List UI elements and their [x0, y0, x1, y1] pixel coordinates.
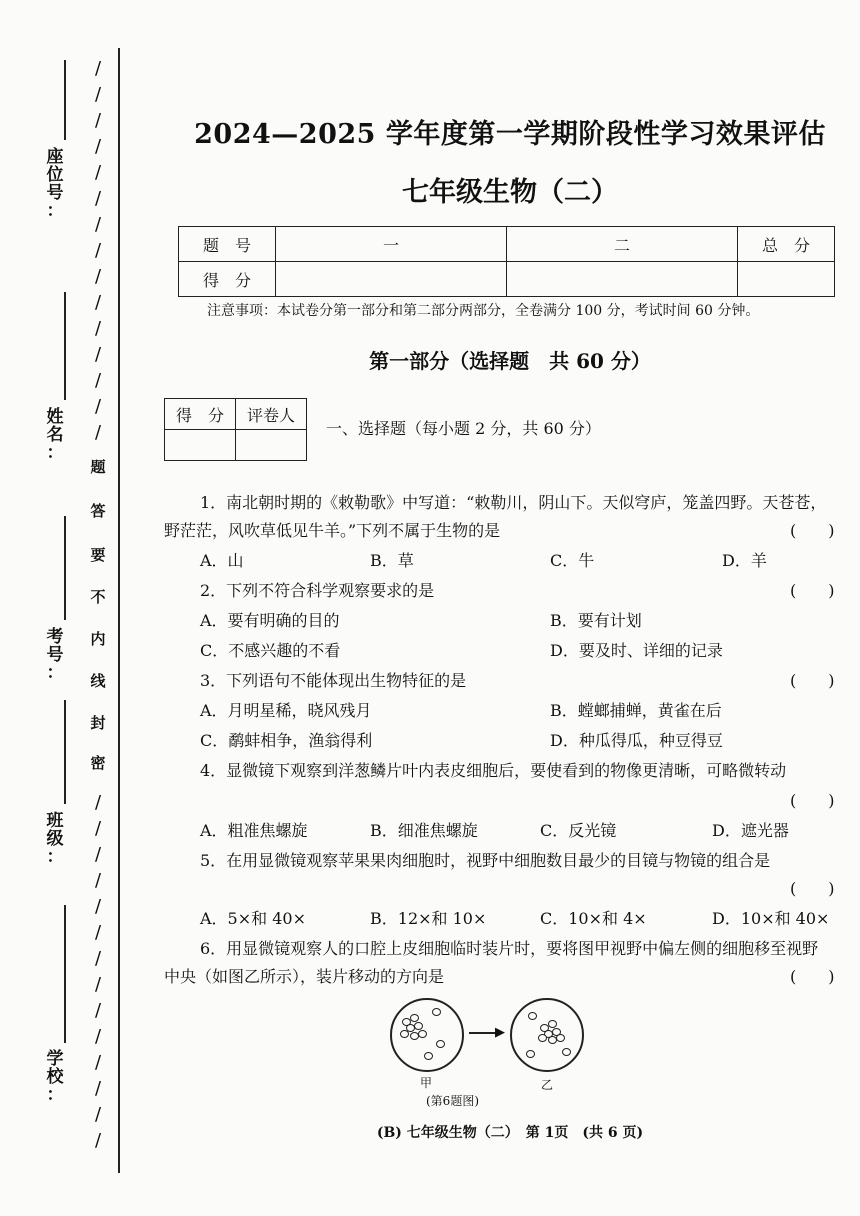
question-stem: 野茫茫，风吹草低见牛羊。”下列不属于生物的是 [164, 521, 501, 540]
name-label: 姓 名 ： [46, 407, 64, 463]
notice-text: 注意事项：本试卷分第一部分和第二部分两部分，全卷满分 100 分，考试时间 60 分钟。 [207, 303, 760, 319]
option: D．遮光器 [712, 821, 789, 840]
answer-blank[interactable]: ( ) [790, 879, 835, 898]
option: C．鹬蚌相争，渔翁得利 [200, 731, 373, 750]
option: A．5×和 40× [200, 909, 306, 928]
score-table [178, 226, 835, 297]
option: C．不感兴趣的不看 [200, 641, 341, 660]
cell-icon [538, 1034, 547, 1042]
seal-char: 题 [90, 458, 106, 476]
figure-label-right: 乙 [541, 1078, 554, 1092]
cell-icon [548, 1020, 557, 1028]
score-table-cell: 得 分 [179, 262, 276, 297]
cell-icon [410, 1014, 419, 1022]
option: B．细准焦螺旋 [370, 821, 478, 840]
score-table-cell: 题 号 [179, 227, 276, 262]
cell-icon [418, 1030, 427, 1038]
seat-number-blank[interactable] [64, 60, 66, 140]
section-title: 第一部分（选择题 共 60 分） [369, 349, 651, 373]
figure-label-left: 甲 [420, 1076, 433, 1090]
seal-char: 不 [90, 588, 106, 606]
seal-char: 要 [90, 546, 106, 564]
section-heading: 一、选择题（每小题 2 分，共 60 分） [326, 419, 601, 438]
cell-icon [400, 1030, 409, 1038]
class-label: 班 级 ： [46, 811, 64, 867]
option: A．要有明确的目的 [200, 611, 340, 630]
answer-blank[interactable]: ( ) [790, 967, 835, 986]
class-blank[interactable] [64, 700, 66, 804]
seal-char: 封 [90, 714, 106, 732]
option: B．要有计划 [550, 611, 642, 630]
question-stem: 6．用显微镜观察人的口腔上皮细胞临时装片时，要将图甲视野中偏左侧的细胞移至视野 [200, 939, 819, 958]
answer-blank[interactable]: ( ) [790, 581, 835, 600]
option: B．螳螂捕蝉，黄雀在后 [550, 701, 722, 720]
score-entry-cell[interactable] [738, 262, 835, 297]
school-label: 学 校 ： [46, 1049, 64, 1105]
cell-icon [424, 1052, 433, 1060]
grader-name-label: 评卷人 [236, 399, 307, 430]
answer-blank[interactable]: ( ) [790, 791, 835, 810]
exam-number-label: 考 号 ： [46, 627, 64, 683]
cell-icon [414, 1022, 423, 1030]
question-stem: 4．显微镜下观察到洋葱鳞片叶内表皮细胞后，要使看到的物像更清晰，可略微转动 [200, 761, 787, 780]
seal-char: 密 [90, 754, 106, 772]
exam-title: 2024—2025 学年度第一学期阶段性学习效果评估 [194, 119, 826, 150]
score-entry-cell[interactable] [276, 262, 507, 297]
option: D．10×和 40× [712, 909, 830, 928]
score-table-cell: 一 [276, 227, 507, 262]
school-blank[interactable] [64, 905, 66, 1043]
score-table-cell: 总 分 [738, 227, 835, 262]
answer-blank[interactable]: ( ) [790, 521, 835, 540]
seal-slashes-top: / / / / / / / / / / / / / / / [94, 58, 102, 443]
name-blank[interactable] [64, 292, 66, 400]
option: B．12×和 10× [370, 909, 487, 928]
score-table-cell: 二 [507, 227, 738, 262]
grader-score-cell[interactable] [165, 430, 236, 461]
option: D．羊 [722, 551, 767, 570]
seal-char: 答 [90, 502, 106, 520]
figure-caption: (第6题图) [426, 1094, 479, 1108]
grader-name-cell[interactable] [236, 430, 307, 461]
option: D．要及时、详细的记录 [550, 641, 723, 660]
cell-icon [526, 1050, 535, 1058]
question-stem: 5．在用显微镜观察苹果果肉细胞时，视野中细胞数目最少的目镜与物镜的组合是 [200, 851, 771, 870]
option: C．10×和 4× [540, 909, 647, 928]
question-stem: 2．下列不符合科学观察要求的是 [200, 581, 435, 600]
cell-icon [556, 1034, 565, 1042]
cell-icon [432, 1008, 441, 1016]
question-stem: 1．南北朝时期的《敕勒歌》中写道：“敕勒川，阴山下。天似穹庐，笼盖四野。天苍苍， [200, 493, 827, 512]
seal-char: 线 [90, 672, 106, 690]
score-table-header-row [179, 227, 835, 262]
seat-number-label: 座 位 号 ： [46, 147, 64, 221]
option: A．月明星稀，晓风残月 [200, 701, 372, 720]
grader-table [164, 398, 307, 461]
score-table-score-row [179, 262, 835, 297]
cell-icon [436, 1040, 445, 1048]
page-footer: (B) 七年级生物（二） 第 1页 (共 6 页) [376, 1125, 644, 1141]
cell-icon [562, 1048, 571, 1056]
option: A．粗准焦螺旋 [200, 821, 308, 840]
option: B．草 [370, 551, 414, 570]
exam-number-blank[interactable] [64, 516, 66, 620]
cell-icon [528, 1012, 537, 1020]
exam-subtitle: 七年级生物（二） [402, 177, 618, 208]
field-of-view-left [390, 998, 464, 1072]
answer-blank[interactable]: ( ) [790, 671, 835, 690]
option: D．种瓜得瓜，种豆得豆 [550, 731, 723, 750]
question-stem: 中央（如图乙所示），装片移动的方向是 [164, 967, 445, 986]
option: C．反光镜 [540, 821, 617, 840]
seal-char: 内 [90, 630, 106, 648]
field-of-view-right [510, 998, 584, 1072]
question-stem: 3．下列语句不能体现出生物特征的是 [200, 671, 467, 690]
seal-slashes-bottom: / / / / / / / / / / / / / / [94, 792, 102, 1151]
grader-score-label: 得 分 [165, 399, 236, 430]
binding-line [118, 48, 120, 1173]
option: A．山 [200, 551, 244, 570]
option: C．牛 [550, 551, 595, 570]
arrow-right-icon: ▶ [495, 1025, 505, 1040]
score-entry-cell[interactable] [507, 262, 738, 297]
